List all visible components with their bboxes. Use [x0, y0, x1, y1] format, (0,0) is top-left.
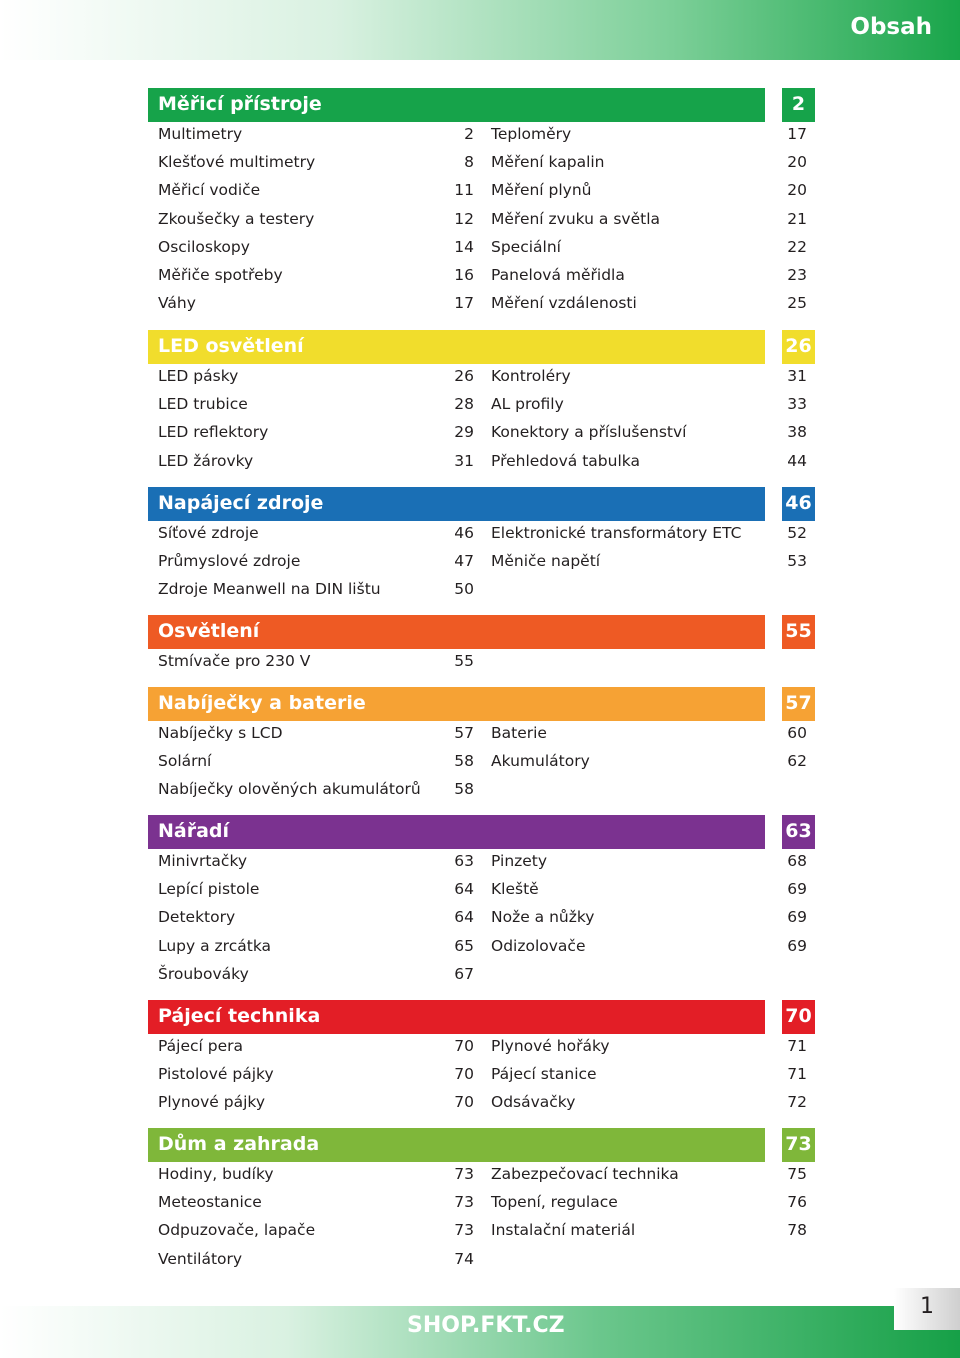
toc-entry-page: 68	[787, 852, 807, 870]
toc-entry-page: 53	[787, 552, 807, 571]
toc-entry-page: 26	[454, 367, 474, 385]
toc-entry-label[interactable]: Pájecí stanice	[491, 1065, 597, 1084]
toc-entry-page: 67	[454, 964, 474, 983]
toc-entry-label[interactable]: Akumulátory	[491, 752, 590, 771]
toc-entry-page: 12	[454, 209, 474, 228]
toc-entry-label[interactable]: Kontroléry	[491, 367, 571, 385]
toc-entry-page: 72	[787, 1093, 807, 1112]
toc-entry-label[interactable]: Nabíječky olověných akumulátorů	[158, 780, 421, 799]
toc-entry-page: 21	[787, 209, 807, 228]
toc-entry-page: 31	[787, 367, 807, 385]
toc-entry-label[interactable]: Konektory a příslušenství	[491, 423, 687, 442]
toc-entry-page: 73	[454, 1221, 474, 1240]
toc-entry-page: 69	[787, 880, 807, 899]
toc-entry-page: 16	[454, 266, 474, 284]
toc-entry-label[interactable]: Zabezpečovací technika	[491, 1165, 679, 1183]
toc-entry-label[interactable]: Detektory	[158, 908, 236, 927]
toc-entry-label[interactable]: Kleště	[491, 880, 539, 899]
section-title: Osvětlení	[158, 620, 260, 642]
toc-entry-label[interactable]: Osciloskopy	[158, 237, 250, 256]
section-header[interactable]	[148, 687, 815, 721]
section-page-number: 55	[785, 620, 812, 642]
toc-entry-page: 2	[464, 125, 474, 143]
toc-entry-label[interactable]: Solární	[158, 752, 212, 771]
toc-entry-page: 33	[787, 395, 807, 414]
toc-entry-label[interactable]: Měniče napětí	[491, 552, 601, 571]
toc-entry-page: 20	[787, 181, 807, 200]
shop-link[interactable]: SHOP.FKT.CZ	[407, 1313, 565, 1338]
section-header[interactable]	[148, 1128, 815, 1162]
toc-entry-label[interactable]: Měřiče spotřeby	[158, 266, 283, 284]
top-banner	[0, 0, 960, 60]
toc-entry-label[interactable]: Měření zvuku a světla	[491, 209, 661, 228]
toc-entry-page: 38	[787, 423, 807, 442]
toc-entry-page: 52	[787, 524, 807, 542]
section-header[interactable]	[148, 330, 815, 364]
toc-entry-page: 69	[787, 908, 807, 927]
toc-entry-page: 74	[454, 1249, 474, 1268]
toc-entry-label[interactable]: Nože a nůžky	[491, 908, 595, 927]
toc-entry-label[interactable]: Nabíječky s LCD	[158, 724, 283, 742]
toc-entry-label[interactable]: Ventilátory	[158, 1249, 243, 1268]
section-title: Pájecí technika	[158, 1005, 321, 1027]
toc-entry-label[interactable]: Baterie	[491, 724, 547, 742]
toc-entry-page: 63	[454, 852, 474, 870]
toc-entry-page: 31	[454, 451, 474, 470]
toc-entry-label[interactable]: Pájecí pera	[158, 1037, 243, 1055]
section-title: Nabíječky a baterie	[158, 692, 366, 714]
toc-entry-label[interactable]: Průmyslové zdroje	[158, 552, 301, 571]
toc-entry-page: 8	[464, 153, 474, 172]
page-title: Obsah	[850, 14, 932, 40]
section-header[interactable]	[148, 615, 815, 649]
toc-entry-page: 58	[454, 752, 474, 771]
toc-entry-page: 60	[787, 724, 807, 742]
toc-entry-page: 62	[787, 752, 807, 771]
toc-entry-page: 14	[454, 237, 474, 256]
toc-entry-label[interactable]: LED reflektory	[158, 423, 269, 442]
toc-entry-label[interactable]: Teploměry	[491, 125, 572, 143]
section-page-number: 46	[785, 492, 812, 514]
toc-entry-page: 17	[787, 125, 807, 143]
toc-entry-page: 64	[454, 908, 474, 927]
toc-entry-page: 57	[454, 724, 474, 742]
section-header-bar	[148, 815, 765, 849]
toc-entry-page: 73	[454, 1165, 474, 1183]
toc-entry-page: 50	[454, 580, 474, 599]
section-header[interactable]	[148, 1000, 815, 1034]
toc-entry-label[interactable]: Meteostanice	[158, 1193, 262, 1212]
toc-entry-page: 70	[454, 1065, 474, 1084]
toc-entry-page: 23	[787, 266, 807, 284]
toc-entry-label[interactable]: Elektronické transformátory ETC	[491, 524, 742, 542]
section-page-number: 2	[791, 93, 806, 115]
toc-entry-page: 28	[454, 395, 474, 414]
toc-entry-label[interactable]: Měření plynů	[491, 181, 592, 200]
toc-entry-label[interactable]: Odsávačky	[491, 1093, 576, 1112]
toc-entry-page: 70	[454, 1093, 474, 1112]
toc-entry-page: 44	[787, 451, 807, 470]
toc-entry-label[interactable]: Pistolové pájky	[158, 1065, 274, 1084]
toc-entry-page: 46	[454, 524, 474, 542]
page-number: 1	[920, 1294, 934, 1319]
toc-entry-label[interactable]: Klešťové multimetry	[158, 153, 316, 172]
toc-entry-page: 25	[787, 294, 807, 313]
toc-entry-page: 20	[787, 153, 807, 172]
toc-entry-label[interactable]: Zkoušečky a testery	[158, 209, 315, 228]
toc-entry-page: 22	[787, 237, 807, 256]
section-page-number: 57	[785, 692, 812, 714]
toc-entry-page: 65	[454, 936, 474, 955]
toc-entry-label[interactable]: LED pásky	[158, 367, 239, 385]
toc-entry-page: 29	[454, 423, 474, 442]
toc-entry-label[interactable]: Pinzety	[491, 852, 548, 870]
toc-entry-label[interactable]: Měřicí vodiče	[158, 181, 261, 200]
toc-entry-page: 58	[454, 780, 474, 799]
toc-entry-label[interactable]: Speciální	[491, 237, 561, 256]
toc-entry-page: 69	[787, 936, 807, 955]
toc-entry-label[interactable]: Minivrtačky	[158, 852, 248, 870]
toc-entry-label[interactable]: Stmívače pro 230 V	[158, 652, 311, 670]
section-title: LED osvětlení	[158, 335, 304, 357]
toc-entry-page: 11	[454, 181, 474, 200]
toc-entry-label[interactable]: Instalační materiál	[491, 1221, 636, 1240]
toc-entry-label[interactable]: Váhy	[158, 294, 196, 313]
toc-entry-page: 76	[787, 1193, 807, 1212]
toc-entry-label[interactable]: Zdroje Meanwell na DIN lištu	[158, 580, 381, 599]
toc-entry-label[interactable]: Multimetry	[158, 125, 243, 143]
section-header[interactable]	[148, 815, 815, 849]
toc-entry-label[interactable]: Hodiny, budíky	[158, 1165, 274, 1183]
section-title: Měřicí přístroje	[158, 93, 322, 115]
toc-entry-label[interactable]: LED žárovky	[158, 451, 254, 470]
toc-entry-label[interactable]: Lepící pistole	[158, 880, 260, 899]
toc-entry-page: 75	[787, 1165, 807, 1183]
section-title: Dům a zahrada	[158, 1133, 320, 1155]
toc-entry-label[interactable]: Lupy a zrcátka	[158, 936, 272, 955]
section-title: Nářadí	[158, 820, 230, 842]
toc-entry-label[interactable]: Plynové pájky	[158, 1093, 266, 1112]
section-page-number: 63	[785, 820, 812, 842]
toc-entry-label[interactable]: Šroubováky	[158, 964, 249, 983]
toc-entry-label[interactable]: LED trubice	[158, 395, 248, 414]
toc-entry-page: 78	[787, 1221, 807, 1240]
section-page-number: 73	[785, 1133, 812, 1155]
toc-entry-page: 71	[787, 1037, 807, 1055]
toc-entry-page: 64	[454, 880, 474, 899]
toc-entry-label[interactable]: Odpuzovače, lapače	[158, 1221, 316, 1240]
section-header[interactable]	[148, 487, 815, 521]
toc-entry-page: 47	[454, 552, 474, 571]
toc-entry-label[interactable]: Přehledová tabulka	[491, 451, 640, 470]
toc-entry-label[interactable]: Měření kapalin	[491, 153, 605, 172]
section-header[interactable]	[148, 88, 815, 122]
toc-entry-label[interactable]: Síťové zdroje	[158, 524, 259, 542]
toc-entry-page: 71	[787, 1065, 807, 1084]
toc-entry-page: 70	[454, 1037, 474, 1055]
toc-entry-label[interactable]: Panelová měřidla	[491, 266, 625, 284]
toc-entry-label[interactable]: Topení, regulace	[491, 1193, 618, 1212]
toc-entry-label[interactable]: AL profily	[491, 395, 564, 414]
toc-entry-label[interactable]: Měření vzdálenosti	[491, 294, 637, 313]
section-title: Napájecí zdroje	[158, 492, 324, 514]
section-page-number: 26	[785, 335, 812, 357]
section-page-number: 70	[785, 1005, 812, 1027]
toc-entry-page: 17	[454, 294, 474, 313]
toc-entry-page: 55	[454, 652, 474, 670]
toc-entry-label[interactable]: Odizolovače	[491, 936, 586, 955]
toc-entry-page: 73	[454, 1193, 474, 1212]
toc-entry-label[interactable]: Plynové hořáky	[491, 1037, 610, 1055]
